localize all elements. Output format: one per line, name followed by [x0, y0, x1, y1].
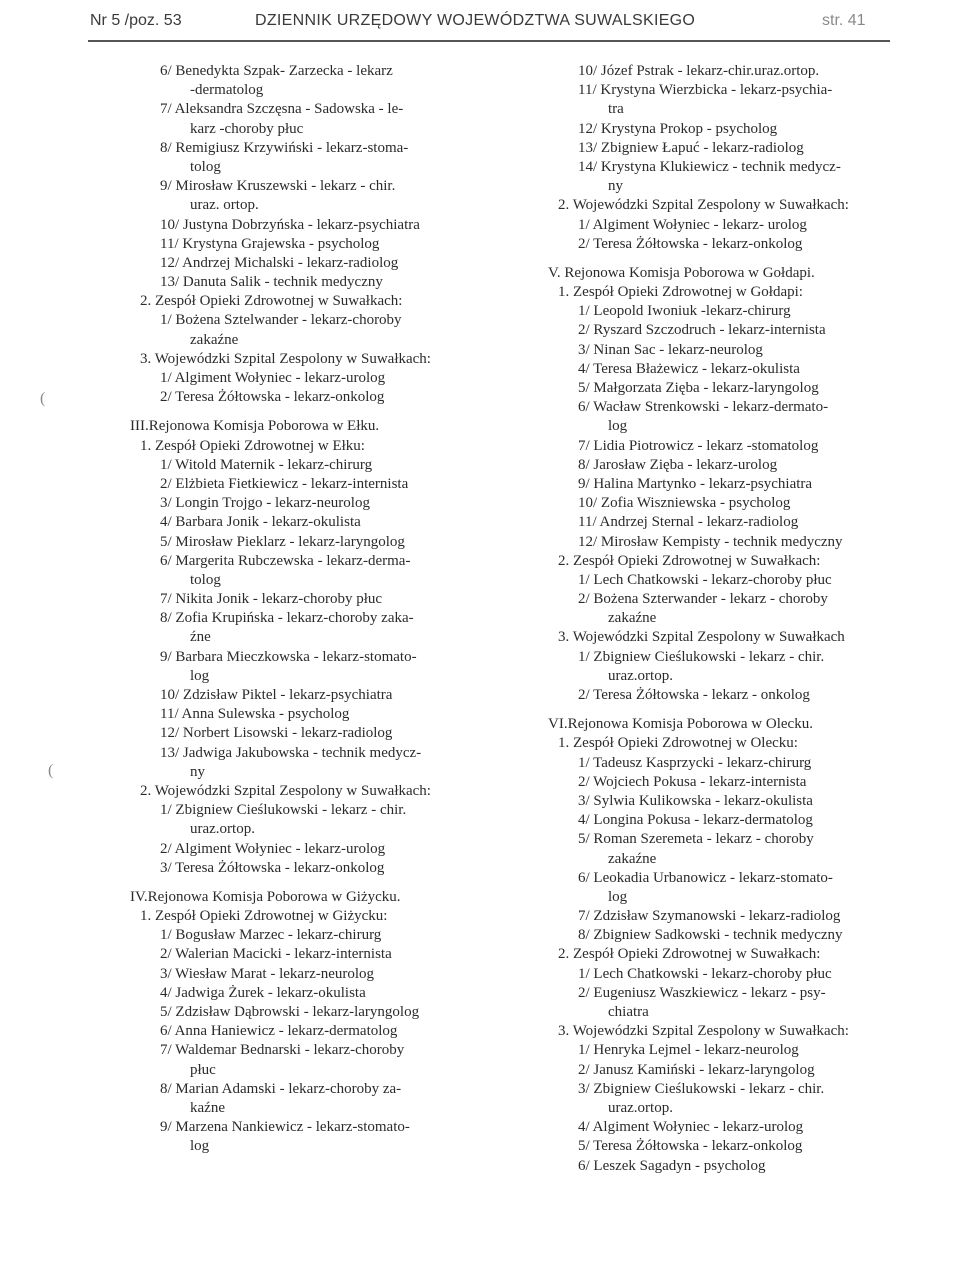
institution-heading: 2. Zespół Opieki Zdrowotnej w Suwałkach: [558, 552, 821, 569]
list-item-line: tolog [190, 571, 221, 588]
list-item-line: 1/ Lech Chatkowski - lekarz-choroby płuc [578, 965, 832, 982]
list-item-line: 1/ Algiment Wołyniec - lekarz- urolog [578, 216, 807, 233]
section-gap [130, 878, 470, 888]
list-item-line: 6/ Anna Haniewicz - lekarz-dermatolog [160, 1023, 398, 1040]
list-item-line: 7/ Aleksandra Szczęsna - Sadowska - le- [160, 101, 404, 118]
list-item-line: tolog [190, 158, 221, 175]
list-item-line: 10/ Józef Pstrak - lekarz-chir.uraz.ortop. [578, 63, 820, 79]
list-item-line: 3/ Ninan Sac - lekarz-neurolog [578, 341, 763, 358]
list-item-line: 2/ Eugeniusz Waszkiewicz - lekarz - psy- [578, 984, 826, 1001]
margin-mark: ( [40, 390, 46, 407]
list-item-line: -dermatolog [190, 82, 264, 99]
list-item-line: 3/ Wiesław Marat - lekarz-neurolog [160, 965, 375, 982]
list-item-line: 11/ Anna Sulewska - psycholog [160, 706, 350, 723]
list-item-line: 10/ Zdzisław Piktel - lekarz-psychiatra [160, 687, 393, 703]
list-item-line: 3/ Longin Trojgo - lekarz-neurolog [160, 495, 370, 512]
list-item-line: 2/ Teresa Żółtowska - lekarz - onkolog [578, 687, 810, 703]
list-item-line: 9/ Mirosław Kruszewski - lekarz - chir. [160, 178, 396, 195]
list-item-line: 1/ Henryka Lejmel - lekarz-neurolog [578, 1042, 799, 1059]
list-item-line: 1/ Bogusław Marzec - lekarz-chirurg [160, 927, 382, 944]
institution-heading: 3. Wojewódzki Szpital Zespolony w Suwałkach: [140, 350, 431, 367]
list-item-line: 8/ Zbigniew Sadkowski - technik medyczny [578, 927, 843, 944]
list-item-line: zakaźne [608, 850, 657, 867]
list-item-line: 1/ Bożena Sztelwander - lekarz-choroby [160, 312, 402, 329]
list-item-line: 8/ Jarosław Zięba - lekarz-urolog [578, 456, 778, 473]
list-item-line: 10/ Justyna Dobrzyńska - lekarz-psychiatra [160, 216, 420, 233]
list-item-line: uraz. ortop. [190, 197, 259, 214]
list-item-line: 3/ Sylwia Kulikowska - lekarz-okulista [578, 792, 813, 809]
list-item-line: 4/ Barbara Jonik - lekarz-okulista [160, 514, 361, 531]
list-item-line: 13/ Zbigniew Łapuć - lekarz-radiolog [578, 139, 804, 156]
list-item-line: uraz.ortop. [190, 821, 255, 838]
institution-heading: 3. Wojewódzki Szpital Zespolony w Suwałkach [558, 629, 845, 646]
institution-heading: 2. Wojewódzki Szpital Zespolony w Suwałkach: [140, 782, 431, 799]
journal-title: DZIENNIK URZĘDOWY WOJEWÓDZTWA SUWALSKIEGO [255, 12, 696, 29]
page-number: str. 41 [822, 12, 866, 29]
list-item-line: 11/ Andrzej Sternal - lekarz-radiolog [578, 514, 799, 531]
institution-heading: 1. Zespół Opieki Zdrowotnej w Ełku: [140, 437, 365, 454]
section-heading: III.Rejonowa Komisja Poborowa w Ełku. [130, 418, 380, 435]
list-item-line: 11/ Krystyna Grajewska - psycholog [160, 235, 380, 252]
list-item-line: 1/ Algiment Wołyniec - lekarz-urolog [160, 370, 386, 386]
right-column [548, 62, 900, 1176]
list-item-line: 2/ Janusz Kamiński - lekarz-laryngolog [578, 1061, 815, 1078]
list-item-line: 7/ Nikita Jonik - lekarz-choroby płuc [160, 591, 383, 608]
list-item-line: log [190, 667, 210, 684]
left-column [130, 62, 470, 1157]
list-item-line: 7/ Waldemar Bednarski - lekarz-choroby [160, 1042, 405, 1059]
list-item-line: 4/ Longina Pokusa - lekarz-dermatolog [578, 812, 813, 829]
list-item-line: karz -choroby płuc [190, 120, 304, 137]
list-item-line: 6/ Wacław Strenkowski - lekarz-dermato- [578, 399, 829, 416]
list-item-line: 5/ Roman Szeremeta - lekarz - choroby [578, 831, 814, 848]
list-item-line: ny [608, 178, 623, 195]
list-item-line: uraz.ortop. [608, 1099, 673, 1116]
list-item-line: 1/ Zbigniew Cieślukowski - lekarz - chir. [160, 802, 407, 819]
institution-heading: 2. Wojewódzki Szpital Zespolony w Suwałkach: [558, 197, 849, 214]
section-gap [548, 254, 900, 264]
header-rule [88, 40, 890, 42]
list-item-line: zakaźne [190, 331, 239, 348]
list-item-line: 4/ Algiment Wołyniec - lekarz-urolog [578, 1119, 804, 1136]
list-item-line: 2/ Wojciech Pokusa - lekarz-internista [578, 773, 807, 790]
list-item-line: zakaźne [608, 610, 657, 627]
list-item-line: 12/ Norbert Lisowski - lekarz-radiolog [160, 725, 393, 742]
margin-mark: ( [48, 762, 54, 779]
list-item-line: 2/ Teresa Żółtowska - lekarz-onkolog [160, 389, 385, 406]
list-item-line: chiatra [608, 1004, 649, 1020]
list-item-line: 12/ Andrzej Michalski - lekarz-radiolog [160, 254, 399, 271]
list-item-line: 1/ Zbigniew Cieślukowski - lekarz - chir. [578, 648, 825, 665]
list-item-line: ny [190, 763, 205, 780]
issue-number: Nr 5 /poz. 53 [90, 12, 182, 29]
list-item-line: 9/ Barbara Mieczkowska - lekarz-stomato- [160, 648, 417, 665]
list-item-line: 5/ Zdzisław Dąbrowski - lekarz-laryngolog [160, 1004, 420, 1020]
list-item-line: 11/ Krystyna Wierzbicka - lekarz-psychia- [578, 82, 833, 99]
list-item-line: 2/ Elżbieta Fietkiewicz - lekarz-internista [160, 475, 409, 492]
list-item-line: 6/ Benedykta Szpak- Zarzecka - lekarz [160, 63, 393, 79]
list-item-line: 6/ Margerita Rubczewska - lekarz-derma- [160, 552, 411, 569]
list-item-line: 5/ Teresa Żółtowska - lekarz-onkolog [578, 1138, 803, 1155]
list-item-line: 7/ Zdzisław Szymanowski - lekarz-radiolog [578, 908, 841, 925]
list-item-line: 2/ Bożena Szterwander - lekarz - choroby [578, 591, 828, 608]
institution-heading: 3. Wojewódzki Szpital Zespolony w Suwałkach: [558, 1023, 849, 1040]
list-item-line: 2/ Ryszard Szczodruch - lekarz-internista [578, 322, 826, 339]
list-item-line: 12/ Krystyna Prokop - psycholog [578, 120, 778, 137]
list-item-line: 4/ Jadwiga Żurek - lekarz-okulista [160, 984, 366, 1001]
list-item-line: 2/ Algiment Wołyniec - lekarz-urolog [160, 840, 386, 857]
list-item-line: 1/ Witold Maternik - lekarz-chirurg [160, 456, 373, 473]
section-heading: VI.Rejonowa Komisja Poborowa w Olecku. [548, 716, 813, 733]
list-item-line: 9/ Marzena Nankiewicz - lekarz-stomato- [160, 1119, 410, 1136]
list-item-line: 5/ Małgorzata Zięba - lekarz-laryngolog [578, 380, 819, 396]
list-item-line: 13/ Jadwiga Jakubowska - technik medycz- [160, 744, 422, 761]
section-gap [130, 407, 470, 417]
list-item-line: log [608, 888, 628, 905]
page-header [0, 0, 960, 40]
list-item-line: płuc [190, 1061, 216, 1078]
section-gap [548, 705, 900, 715]
list-item-line: 8/ Zofia Krupińska - lekarz-choroby zaka- [160, 610, 414, 627]
list-item-line: 4/ Teresa Błażewicz - lekarz-okulista [578, 360, 800, 377]
list-item-line: 12/ Mirosław Kempisty - technik medyczny [578, 533, 843, 550]
list-item-line: tra [608, 101, 624, 118]
list-item-line: 9/ Halina Martynko - lekarz-psychiatra [578, 475, 813, 492]
institution-heading: 1. Zespół Opieki Zdrowotnej w Giżycku: [140, 908, 388, 925]
list-item-line: 3/ Zbigniew Cieślukowski - lekarz - chir. [578, 1080, 825, 1097]
list-item-line: 10/ Zofia Wiszniewska - psycholog [578, 495, 791, 512]
list-item-line: log [190, 1138, 210, 1155]
list-item-line: 2/ Teresa Żółtowska - lekarz-onkolog [578, 235, 803, 252]
list-item-line: 6/ Leszek Sagadyn - psycholog [578, 1157, 766, 1174]
section-heading: V. Rejonowa Komisja Poborowa w Gołdapi. [548, 264, 815, 281]
list-item-line: kaźne [190, 1099, 225, 1116]
list-item-line: 7/ Lidia Piotrowicz - lekarz -stomatolog [578, 437, 819, 454]
list-item-line: 1/ Lech Chatkowski - lekarz-choroby płuc [578, 571, 832, 588]
list-item-line: 5/ Mirosław Pieklarz - lekarz-laryngolog [160, 533, 405, 550]
institution-heading: 2. Zespół Opieki Zdrowotnej w Suwałkach: [558, 946, 821, 963]
list-item-line: log [608, 418, 628, 435]
list-item-line: uraz.ortop. [608, 667, 673, 684]
list-item-line: 1/ Tadeusz Kasprzycki - lekarz-chirurg [578, 754, 812, 771]
institution-heading: 1. Zespół Opieki Zdrowotnej w Olecku: [558, 735, 798, 752]
list-item-line: 8/ Remigiusz Krzywiński - lekarz-stoma- [160, 139, 409, 156]
list-item-line: 8/ Marian Adamski - lekarz-choroby za- [160, 1080, 402, 1097]
institution-heading: 1. Zespół Opieki Zdrowotnej w Gołdapi: [558, 284, 803, 301]
list-item-line: 13/ Danuta Salik - technik medyczny [160, 274, 383, 291]
section-heading: IV.Rejonowa Komisja Poborowa w Giżycku. [130, 888, 401, 905]
list-item-line: 6/ Leokadia Urbanowicz - lekarz-stomato- [578, 869, 833, 886]
list-item-line: 2/ Walerian Macicki - lekarz-internista [160, 946, 392, 963]
institution-heading: 2. Zespół Opieki Zdrowotnej w Suwałkach: [140, 293, 403, 310]
list-item-line: źne [190, 629, 211, 646]
list-item-line: 1/ Leopold Iwoniuk -lekarz-chirurg [578, 303, 791, 320]
list-item-line: 14/ Krystyna Klukiewicz - technik medycz- [578, 158, 841, 175]
list-item-line: 3/ Teresa Żółtowska - lekarz-onkolog [160, 859, 385, 876]
